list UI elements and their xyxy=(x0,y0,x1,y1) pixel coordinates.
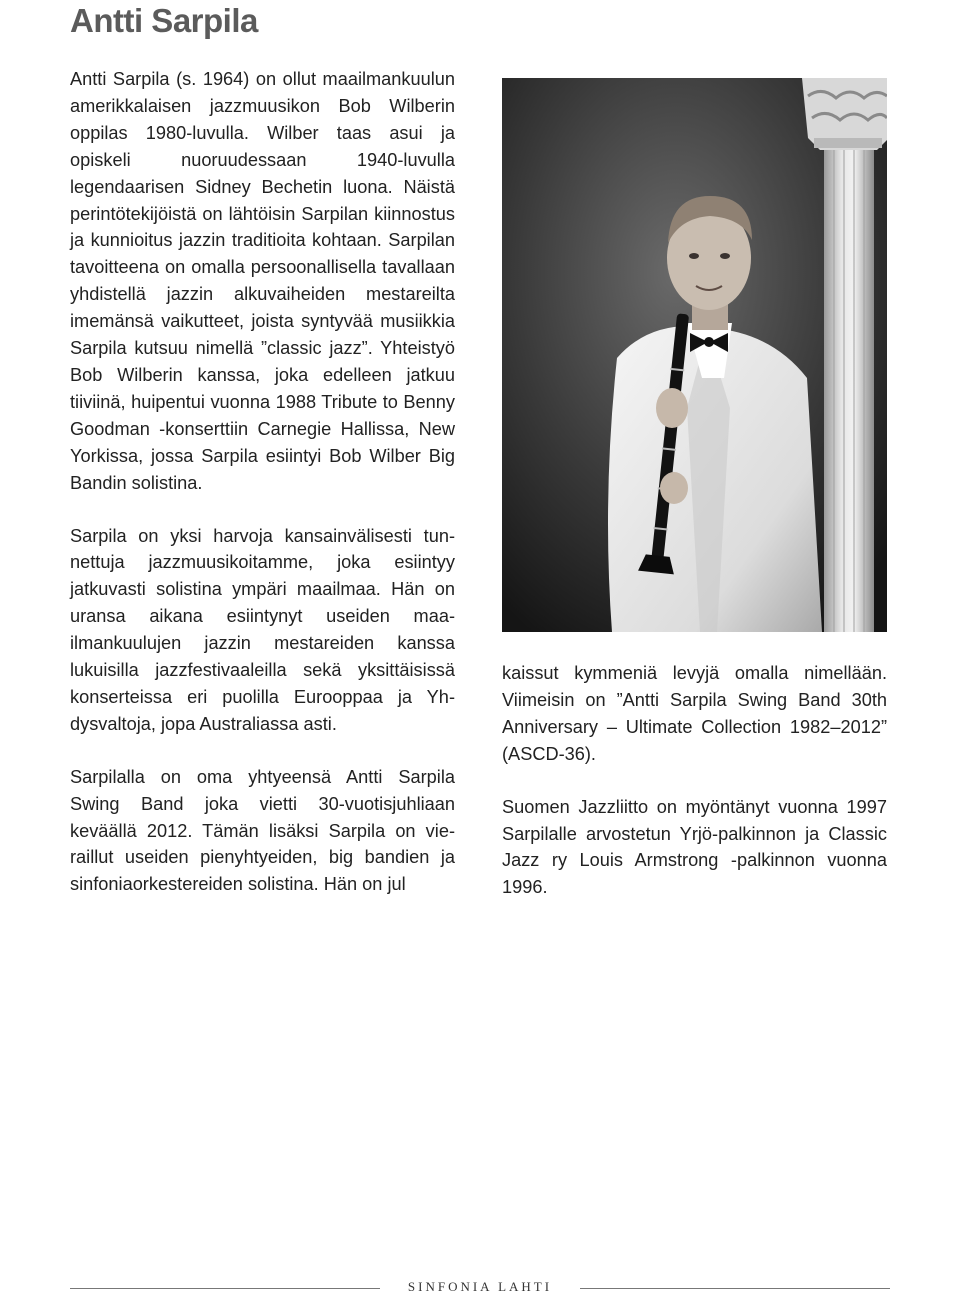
paragraph-recordings: kaissut kymmeniä levyjä omalla nimellään. Viimeisin on ”Antti Sarpila Swing Band 30th Anniversary – Ultimate Collection 1982–2012” (ASCD-36). xyxy=(502,663,887,764)
paragraph-international: Sarpila on yksi harvoja kansainvälisesti tunnettuja jazzmuusikoitamme, joka esiintyy jatkuvasti solistina ympäri maailmaa. Hän on uransa aikana esiintynyt useiden maailmankuulujen jazzin mestareiden kanssa lukuisilla jazzfestivaaleilla sekä yksittäisissä konserteissa eri puolilla Eurooppaa ja Yhdysvaltoja, jopa Australiassa asti. xyxy=(70,525,455,734)
page-title: Antti Sarpila xyxy=(70,2,258,39)
footer-rule-right xyxy=(580,1288,890,1289)
right-column xyxy=(502,660,887,927)
left-column xyxy=(70,66,455,924)
paragraph-intro: Antti Sarpila (s. 1964) on ollut maailmankuulun amerikkalaisen jazzmuusikon Bob Wilberin oppilas 1980-luvulla. Wilber taas asui ja opiskeli nuoruudessaan 1940-luvulla legendaarisen Sidney Bechetin luona. Näistä perintötekijöistä on lähtöisin Sarpilan kiinnostus ja kunnioitus jazzin traditioita kohtaan. Sarpilan tavoitteena on omalla persoonallisella tavallaan yhdistellä jazzin alkuvaiheiden mestareilta imemänsä vaikutteet, joista syntyvää musiikkia Sarpila kutsuu nimellä ”classic jazz”. Yhteistyö Bob Wilberin kanssa, joka edelleen jatkuu tiiviinä, huipentui vuonna 1988 Tribute to Benny Goodman -konserttiin Carnegie Hallissa, New Yorkissa, jossa Sarpila esiintyi Bob Wilber Big Bandin solistina. xyxy=(70,69,455,493)
footer-brand: SINFONIA LAHTI xyxy=(407,1279,553,1294)
portrait-photo xyxy=(502,78,887,632)
footer-rule-left xyxy=(70,1288,380,1289)
paragraph-awards: Suomen Jazzliitto on myöntänyt vuonna 1997 Sarpilalle arvostetun Yrjö-palkinnon ja Classic Jazz ry Louis Armstrong -palkinnon vuonna 1996. xyxy=(502,796,887,898)
paragraph-swing-band: Sarpilalla on oma yhtyeensä Antti Sarpila Swing Band joka vietti 30-vuotisjuhliaan keväällä 2012. Tämän lisäksi Sarpila on vieraillut useiden pienyhtyeiden, big bandien ja sinfoniaorkestereiden solistina. Hän on jul xyxy=(70,766,455,895)
